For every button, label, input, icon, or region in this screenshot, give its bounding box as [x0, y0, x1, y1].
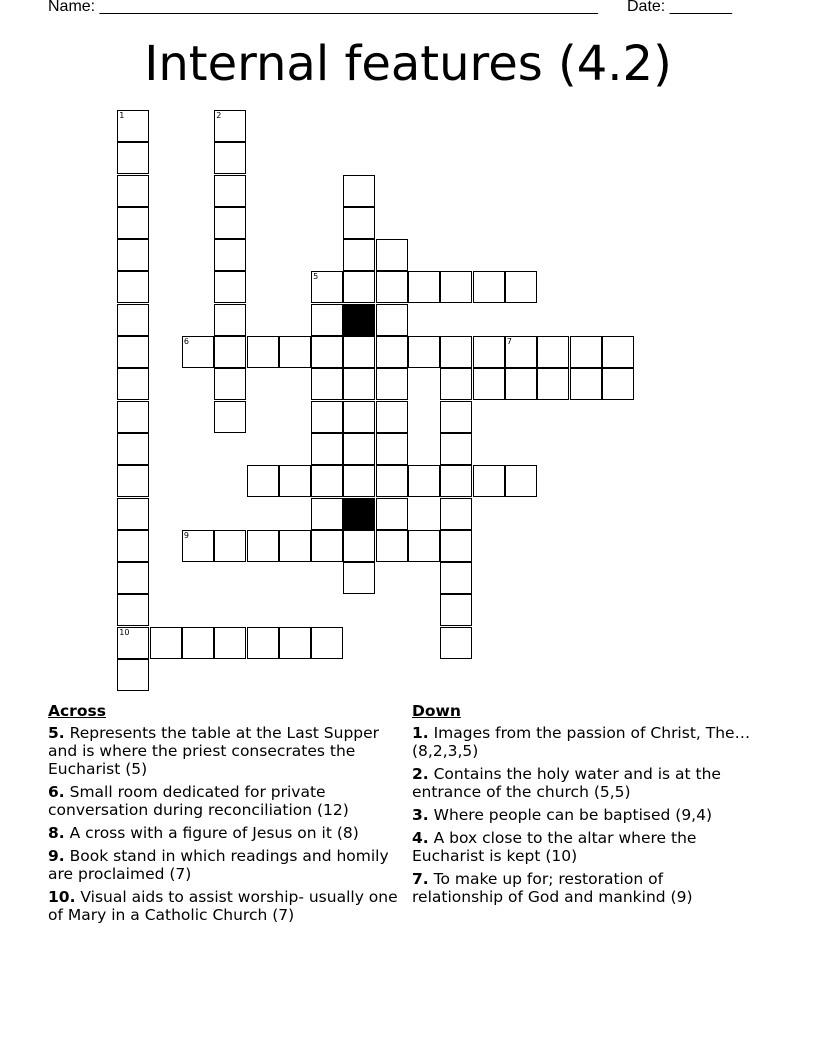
grid-cell[interactable]	[473, 465, 505, 497]
grid-cell[interactable]	[311, 627, 343, 659]
grid-cell[interactable]	[311, 530, 343, 562]
grid-cell[interactable]	[311, 368, 343, 400]
clue-text: To make up for; restoration of relationship of God and mankind (9)	[412, 870, 693, 906]
grid-cell[interactable]	[376, 368, 408, 400]
clue-text: A box close to the altar where the Eucharist is kept (10)	[412, 829, 697, 865]
grid-cell[interactable]	[311, 304, 343, 336]
down-clue	[412, 724, 752, 760]
clue-label: 2.	[412, 765, 429, 783]
grid-cell[interactable]	[117, 465, 149, 497]
grid-cell[interactable]	[376, 271, 408, 303]
grid-cell[interactable]	[343, 401, 375, 433]
grid-cell[interactable]	[408, 336, 440, 368]
grid-cell[interactable]	[505, 368, 537, 400]
grid-cell[interactable]	[117, 142, 149, 174]
grid-cell[interactable]	[311, 433, 343, 465]
grid-cell[interactable]	[214, 304, 246, 336]
across-clue	[48, 847, 398, 883]
grid-cell[interactable]	[117, 627, 149, 659]
grid-cell[interactable]	[602, 368, 634, 400]
grid-cell[interactable]	[505, 336, 537, 368]
black-square	[343, 304, 375, 336]
black-square	[343, 498, 375, 530]
grid-cell[interactable]	[117, 368, 149, 400]
grid-cell[interactable]	[182, 336, 214, 368]
grid-cell[interactable]	[376, 465, 408, 497]
grid-cell[interactable]	[408, 271, 440, 303]
grid-cell[interactable]	[117, 433, 149, 465]
across-clue	[48, 824, 398, 842]
grid-cell[interactable]	[343, 562, 375, 594]
grid-cell[interactable]	[214, 110, 246, 142]
clue-label: 4.	[412, 829, 429, 847]
grid-cell[interactable]	[440, 368, 472, 400]
clue-text: Images from the passion of Christ, The… (8,2,3,5)	[412, 724, 751, 760]
grid-cell[interactable]	[473, 368, 505, 400]
date-line: Date: _______	[627, 0, 732, 15]
grid-cell[interactable]	[343, 207, 375, 239]
grid-cell[interactable]	[376, 433, 408, 465]
grid-cell[interactable]	[117, 175, 149, 207]
grid-cell[interactable]	[537, 336, 569, 368]
grid-cell[interactable]	[117, 659, 149, 691]
grid-cell[interactable]	[279, 465, 311, 497]
grid-cell[interactable]	[117, 207, 149, 239]
grid-cell[interactable]	[311, 401, 343, 433]
grid-cell[interactable]	[117, 562, 149, 594]
across-clue	[48, 783, 398, 819]
clue-label: 1.	[412, 724, 429, 742]
grid-cell[interactable]	[182, 627, 214, 659]
grid-cell[interactable]	[311, 465, 343, 497]
grid-cell[interactable]	[247, 530, 279, 562]
grid-cell[interactable]	[214, 336, 246, 368]
grid-cell[interactable]	[440, 433, 472, 465]
grid-cell[interactable]	[408, 530, 440, 562]
grid-cell[interactable]	[376, 530, 408, 562]
grid-cell[interactable]	[376, 336, 408, 368]
grid-cell[interactable]	[343, 433, 375, 465]
across-clue	[48, 724, 398, 778]
down-clue	[412, 806, 752, 824]
grid-cell[interactable]	[440, 562, 472, 594]
grid-cell[interactable]	[214, 271, 246, 303]
grid-cell[interactable]	[343, 239, 375, 271]
grid-cell[interactable]	[343, 336, 375, 368]
grid-cell[interactable]	[214, 207, 246, 239]
grid-cell[interactable]	[537, 368, 569, 400]
grid-cell[interactable]	[117, 271, 149, 303]
across-heading: Across	[48, 702, 106, 720]
down-clues	[412, 702, 752, 911]
grid-cell[interactable]	[117, 239, 149, 271]
name-line: Name: ________________________________________________________	[48, 0, 598, 15]
clue-label: 6.	[48, 783, 65, 801]
grid-cell[interactable]	[117, 401, 149, 433]
clue-number: 1	[119, 110, 125, 120]
grid-cell[interactable]	[214, 530, 246, 562]
clue-label: 8.	[48, 824, 65, 842]
down-heading: Down	[412, 702, 461, 720]
grid-cell[interactable]	[311, 336, 343, 368]
clue-text: Contains the holy water and is at the entrance of the church (5,5)	[412, 765, 721, 801]
grid-cell[interactable]	[440, 465, 472, 497]
grid-cell[interactable]	[343, 368, 375, 400]
grid-cell[interactable]	[214, 142, 246, 174]
grid-cell[interactable]	[440, 594, 472, 626]
grid-cell[interactable]	[117, 530, 149, 562]
clue-number: 2	[216, 110, 222, 120]
grid-cell[interactable]	[214, 401, 246, 433]
clue-text: Small room dedicated for private conversation during reconciliation (12)	[48, 783, 349, 819]
grid-cell[interactable]	[279, 336, 311, 368]
across-clue	[48, 888, 398, 924]
grid-cell[interactable]	[279, 530, 311, 562]
grid-cell[interactable]	[150, 627, 182, 659]
clue-number: 5	[313, 272, 319, 282]
page-title: Internal features (4.2)	[144, 36, 672, 92]
grid-cell[interactable]	[376, 498, 408, 530]
grid-cell[interactable]	[376, 239, 408, 271]
grid-cell[interactable]	[570, 336, 602, 368]
clue-text: Book stand in which readings and homily are proclaimed (7)	[48, 847, 389, 883]
grid-cell[interactable]	[440, 498, 472, 530]
grid-cell[interactable]	[602, 336, 634, 368]
across-clues	[48, 702, 398, 929]
clue-number: 9	[183, 530, 189, 540]
grid-cell[interactable]	[343, 271, 375, 303]
grid-cell[interactable]	[214, 368, 246, 400]
down-clue	[412, 829, 752, 865]
grid-cell[interactable]	[214, 175, 246, 207]
grid-cell[interactable]	[376, 401, 408, 433]
grid-cell[interactable]	[247, 336, 279, 368]
clue-number: 10	[119, 627, 130, 637]
grid-cell[interactable]	[408, 465, 440, 497]
grid-cell[interactable]	[343, 530, 375, 562]
grid-cell[interactable]	[117, 304, 149, 336]
clue-text: Visual aids to assist worship- usually one of Mary in a Catholic Church (7)	[48, 888, 398, 924]
grid-cell[interactable]	[279, 627, 311, 659]
grid-cell[interactable]	[343, 465, 375, 497]
grid-cell[interactable]	[505, 271, 537, 303]
clue-label: 7.	[412, 870, 429, 888]
grid-cell[interactable]	[214, 239, 246, 271]
grid-cell[interactable]	[376, 304, 408, 336]
grid-cell[interactable]	[214, 627, 246, 659]
down-clue	[412, 870, 752, 906]
grid-cell[interactable]	[473, 336, 505, 368]
grid-cell[interactable]	[247, 465, 279, 497]
clue-label: 9.	[48, 847, 65, 865]
grid-cell[interactable]	[440, 401, 472, 433]
clue-text: Where people can be baptised (9,4)	[428, 806, 713, 824]
grid-cell[interactable]	[440, 530, 472, 562]
grid-cell[interactable]	[440, 336, 472, 368]
grid-cell[interactable]	[117, 498, 149, 530]
clue-number: 7	[506, 337, 512, 346]
clue-label: 10.	[48, 888, 76, 906]
grid-cell[interactable]	[505, 465, 537, 497]
grid-cell[interactable]	[440, 271, 472, 303]
grid-cell[interactable]	[570, 368, 602, 400]
clue-number: 6	[183, 337, 189, 346]
grid-cell[interactable]	[247, 627, 279, 659]
grid-cell[interactable]	[311, 271, 343, 303]
grid-cell[interactable]	[311, 498, 343, 530]
grid-cell[interactable]	[117, 336, 149, 368]
clue-text: Represents the table at the Last Supper and is where the priest consecrates the Eucharist (5)	[48, 724, 380, 778]
grid-cell[interactable]	[473, 271, 505, 303]
grid-cell[interactable]	[440, 627, 472, 659]
grid-cell[interactable]	[182, 530, 214, 562]
grid-cell[interactable]	[343, 175, 375, 207]
clue-text: A cross with a figure of Jesus on it (8)	[64, 824, 359, 842]
grid-cell[interactable]	[117, 594, 149, 626]
down-clue	[412, 765, 752, 801]
clue-label: 5.	[48, 724, 65, 742]
clue-label: 3.	[412, 806, 429, 824]
grid-cell[interactable]	[117, 110, 149, 142]
